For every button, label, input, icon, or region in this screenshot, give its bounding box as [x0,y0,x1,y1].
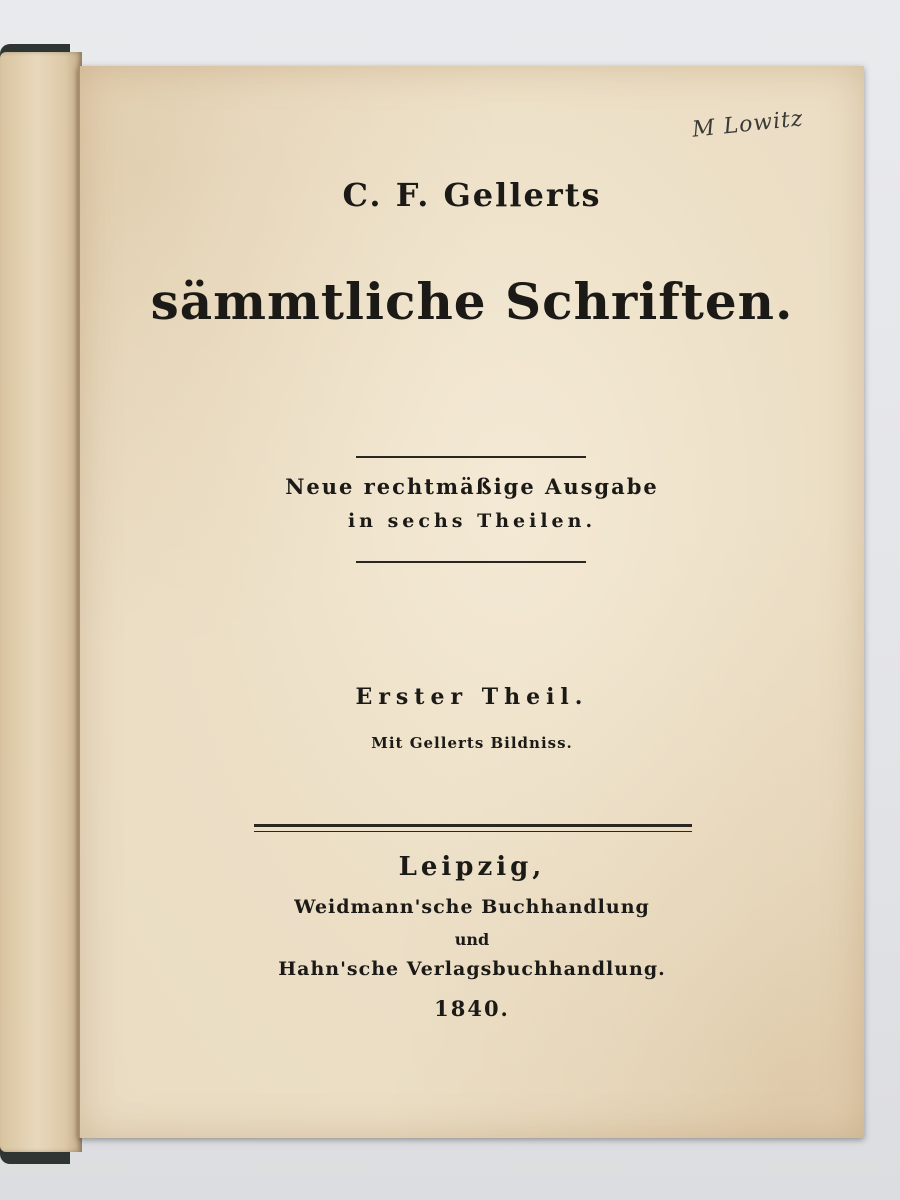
imprint-city: Leipzig, [398,852,546,882]
book-title: sämmtliche Schriften. [150,272,794,331]
imprint-year: 1840. [434,996,510,1021]
portrait-note: Mit Gellerts Bildniss. [371,734,573,752]
edition-line-2: in sechs Theilen. [347,510,597,532]
publisher-conjunction: und [454,930,490,949]
author-line: C. F. Gellerts [342,176,602,214]
left-page-edge [0,52,82,1152]
publisher-2: Hahn'sche Verlagsbuchhandlung. [278,958,666,980]
edition-line-1: Neue rechtmäßige Ausgabe [285,474,659,499]
lower-rule [356,561,586,563]
upper-rule [356,456,586,458]
double-rule-top [254,824,692,827]
part-label: Erster Theil. [355,684,589,710]
handwritten-inscription: M Lowitz [691,106,806,143]
publisher-1: Weidmann'sche Buchhandlung [294,896,650,918]
double-rule-bottom [254,831,692,832]
title-page [78,66,864,1138]
